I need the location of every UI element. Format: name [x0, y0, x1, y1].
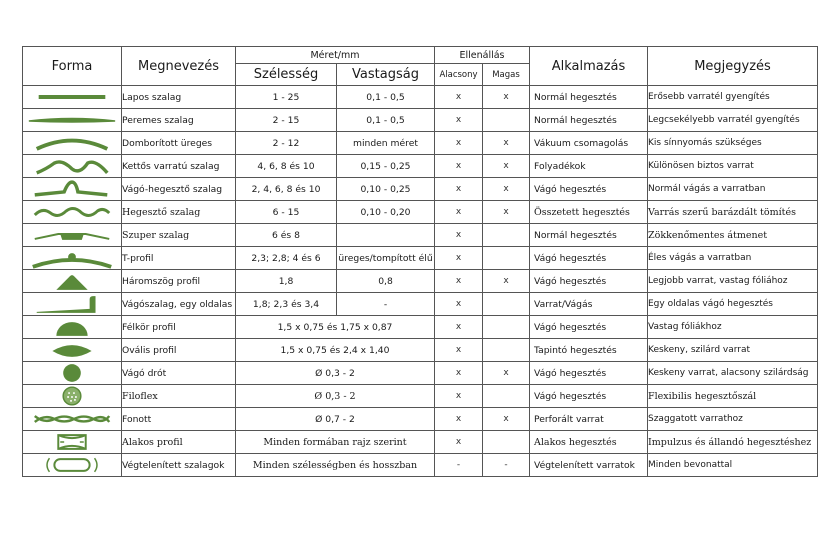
low-resistance-cell: x	[435, 293, 483, 316]
shaped-profile-icon	[23, 431, 121, 453]
shape-cell	[23, 385, 122, 408]
thickness-cell: minden méret	[337, 132, 435, 155]
high-resistance-cell: x	[483, 132, 530, 155]
shape-cell	[23, 431, 122, 454]
name-cell: Vágószalag, egy oldalas	[122, 293, 236, 316]
low-resistance-cell: x	[435, 155, 483, 178]
application-cell: Vágó hegesztés	[530, 270, 648, 293]
low-resistance-cell: x	[435, 109, 483, 132]
name-cell: Szuper szalag	[122, 224, 236, 247]
edged-strip-icon	[23, 109, 121, 131]
size-cell: Ø 0,7 - 2	[236, 408, 435, 431]
welding-strip-table	[22, 46, 818, 477]
low-resistance-cell: x	[435, 408, 483, 431]
table-row	[23, 385, 818, 408]
high-resistance-cell	[483, 385, 530, 408]
width-cell: 2 - 15	[236, 109, 337, 132]
high-resistance-cell	[483, 316, 530, 339]
low-resistance-cell: x	[435, 339, 483, 362]
name-cell: T-profil	[122, 247, 236, 270]
low-resistance-cell: -	[435, 454, 483, 477]
table-row	[23, 362, 818, 385]
note-cell: Kis sínnyomás szükséges	[648, 132, 818, 155]
shape-cell	[23, 86, 122, 109]
high-resistance-cell: x	[483, 155, 530, 178]
low-resistance-cell: x	[435, 385, 483, 408]
application-cell: Vágó hegesztés	[530, 178, 648, 201]
thickness-cell: 0,15 - 0,25	[337, 155, 435, 178]
note-cell: Legjobb varrat, vastag fóliához	[648, 270, 818, 293]
application-cell: Normál hegesztés	[530, 86, 648, 109]
shape-cell	[23, 132, 122, 155]
header-forma: Forma	[23, 47, 122, 86]
table-row	[23, 270, 818, 293]
header-magas: Magas	[483, 64, 530, 86]
header-szelesseg: Szélesség	[236, 64, 337, 86]
name-cell: Lapos szalag	[122, 86, 236, 109]
name-cell: Domborított üreges	[122, 132, 236, 155]
braided-icon	[23, 408, 121, 430]
note-cell: Különösen biztos varrat	[648, 155, 818, 178]
low-resistance-cell: x	[435, 132, 483, 155]
high-resistance-cell	[483, 224, 530, 247]
note-cell: Szaggatott varrathoz	[648, 408, 818, 431]
shape-cell	[23, 270, 122, 293]
header-alkalmazas: Alkalmazás	[530, 47, 648, 86]
size-cell: Minden formában rajz szerint	[236, 431, 435, 454]
note-cell: Varrás szerű barázdált tömítés	[648, 201, 818, 224]
width-cell: 1,8; 2,3 és 3,4	[236, 293, 337, 316]
high-resistance-cell: x	[483, 178, 530, 201]
cutting-wire-icon	[23, 362, 121, 384]
table-row	[23, 408, 818, 431]
one-sided-cut-strip-icon	[23, 293, 121, 315]
filoflex-icon	[23, 385, 121, 407]
note-cell: Egy oldalas vágó hegesztés	[648, 293, 818, 316]
shape-cell	[23, 339, 122, 362]
low-resistance-cell: x	[435, 362, 483, 385]
name-cell: Háromszög profil	[122, 270, 236, 293]
width-cell: 2, 4, 6, 8 és 10	[236, 178, 337, 201]
name-cell: Kettős varratú szalag	[122, 155, 236, 178]
header-vastagsag: Vastagság	[337, 64, 435, 86]
width-cell: 4, 6, 8 és 10	[236, 155, 337, 178]
shape-cell	[23, 178, 122, 201]
shape-cell	[23, 109, 122, 132]
table-row	[23, 316, 818, 339]
note-cell: Éles vágás a varratban	[648, 247, 818, 270]
table-row	[23, 178, 818, 201]
endless-strip-icon	[23, 454, 121, 476]
width-cell: 1,8	[236, 270, 337, 293]
flat-strip-icon	[23, 86, 121, 108]
table-row	[23, 431, 818, 454]
high-resistance-cell	[483, 247, 530, 270]
name-cell: Alakos profil	[122, 431, 236, 454]
header-alacsony: Alacsony	[435, 64, 483, 86]
wavy-strip-icon	[23, 201, 121, 223]
size-cell: Ø 0,3 - 2	[236, 362, 435, 385]
table-row	[23, 224, 818, 247]
low-resistance-cell: x	[435, 431, 483, 454]
table-row	[23, 454, 818, 477]
note-cell: Erősebb varratél gyengítés	[648, 86, 818, 109]
shape-cell	[23, 224, 122, 247]
header-megjegyzes: Megjegyzés	[648, 47, 818, 86]
size-cell: Minden szélességben és hosszban	[236, 454, 435, 477]
high-resistance-cell	[483, 293, 530, 316]
shape-cell	[23, 247, 122, 270]
application-cell: Varrat/Vágás	[530, 293, 648, 316]
note-cell: Flexibilis hegesztőszál	[648, 385, 818, 408]
note-cell: Minden bevonattal	[648, 454, 818, 477]
application-cell: Normál hegesztés	[530, 224, 648, 247]
high-resistance-cell: x	[483, 362, 530, 385]
name-cell: Vágó drót	[122, 362, 236, 385]
size-cell: 1,5 x 0,75 és 2,4 x 1,40	[236, 339, 435, 362]
name-cell: Filoflex	[122, 385, 236, 408]
width-cell: 6 és 8	[236, 224, 337, 247]
high-resistance-cell: x	[483, 408, 530, 431]
table-row	[23, 339, 818, 362]
low-resistance-cell: x	[435, 86, 483, 109]
width-cell: 6 - 15	[236, 201, 337, 224]
table-row	[23, 109, 818, 132]
application-cell: Perforált varrat	[530, 408, 648, 431]
shape-cell	[23, 293, 122, 316]
application-cell: Vágó hegesztés	[530, 316, 648, 339]
high-resistance-cell	[483, 431, 530, 454]
shape-cell	[23, 454, 122, 477]
low-resistance-cell: x	[435, 201, 483, 224]
name-cell: Ovális profil	[122, 339, 236, 362]
thickness-cell: 0,8	[337, 270, 435, 293]
triangle-profile-icon	[23, 270, 121, 292]
cut-weld-strip-icon	[23, 178, 121, 200]
width-cell: 2,3; 2,8; 4 és 6	[236, 247, 337, 270]
name-cell: Hegesztő szalag	[122, 201, 236, 224]
thickness-cell: -	[337, 293, 435, 316]
width-cell: 2 - 12	[236, 132, 337, 155]
width-cell: 1 - 25	[236, 86, 337, 109]
application-cell: Vágó hegesztés	[530, 385, 648, 408]
table-row	[23, 201, 818, 224]
shape-cell	[23, 408, 122, 431]
super-strip-icon	[23, 224, 121, 246]
application-cell: Összetett hegesztés	[530, 201, 648, 224]
table-row	[23, 132, 818, 155]
table-row	[23, 155, 818, 178]
low-resistance-cell: x	[435, 316, 483, 339]
t-profile-icon	[23, 247, 121, 269]
semicircle-profile-icon	[23, 316, 121, 338]
name-cell: Félkör profil	[122, 316, 236, 339]
note-cell: Impulzus és állandó hegesztéshez	[648, 431, 818, 454]
note-cell: Keskeny, szilárd varrat	[648, 339, 818, 362]
thickness-cell: 0,1 - 0,5	[337, 86, 435, 109]
application-cell: Alakos hegesztés	[530, 431, 648, 454]
size-cell: 1,5 x 0,75 és 1,75 x 0,87	[236, 316, 435, 339]
note-cell: Vastag fóliákhoz	[648, 316, 818, 339]
low-resistance-cell: x	[435, 178, 483, 201]
low-resistance-cell: x	[435, 270, 483, 293]
high-resistance-cell	[483, 109, 530, 132]
note-cell: Keskeny varrat, alacsony szilárdság	[648, 362, 818, 385]
thickness-cell	[337, 224, 435, 247]
table-row	[23, 247, 818, 270]
shape-cell	[23, 362, 122, 385]
table-row	[23, 86, 818, 109]
thickness-cell: 0,10 - 0,20	[337, 201, 435, 224]
table-row	[23, 293, 818, 316]
shape-cell	[23, 316, 122, 339]
size-cell: Ø 0,3 - 2	[236, 385, 435, 408]
convex-strip-icon	[23, 132, 121, 154]
application-cell: Vákuum csomagolás	[530, 132, 648, 155]
name-cell: Fonott	[122, 408, 236, 431]
note-cell: Zökkenőmentes átmenet	[648, 224, 818, 247]
low-resistance-cell: x	[435, 247, 483, 270]
shape-cell	[23, 155, 122, 178]
high-resistance-cell: -	[483, 454, 530, 477]
note-cell: Legcsekélyebb varratél gyengítés	[648, 109, 818, 132]
header-megnevezes: Megnevezés	[122, 47, 236, 86]
thickness-cell: üreges/tompított élű	[337, 247, 435, 270]
application-cell: Normál hegesztés	[530, 109, 648, 132]
high-resistance-cell	[483, 339, 530, 362]
name-cell: Végtelenített szalagok	[122, 454, 236, 477]
header-ellenallas: Ellenállás	[435, 47, 530, 64]
application-cell: Folyadékok	[530, 155, 648, 178]
oval-profile-icon	[23, 339, 121, 361]
application-cell: Vágó hegesztés	[530, 247, 648, 270]
thickness-cell: 0,1 - 0,5	[337, 109, 435, 132]
header-meret: Méret/mm	[236, 47, 435, 64]
low-resistance-cell: x	[435, 224, 483, 247]
name-cell: Vágó-hegesztő szalag	[122, 178, 236, 201]
note-cell: Normál vágás a varratban	[648, 178, 818, 201]
high-resistance-cell: x	[483, 86, 530, 109]
high-resistance-cell: x	[483, 270, 530, 293]
application-cell: Végtelenített varratok	[530, 454, 648, 477]
high-resistance-cell: x	[483, 201, 530, 224]
application-cell: Vágó hegesztés	[530, 362, 648, 385]
double-seam-strip-icon	[23, 155, 121, 177]
application-cell: Tapintó hegesztés	[530, 339, 648, 362]
thickness-cell: 0,10 - 0,25	[337, 178, 435, 201]
shape-cell	[23, 201, 122, 224]
name-cell: Peremes szalag	[122, 109, 236, 132]
